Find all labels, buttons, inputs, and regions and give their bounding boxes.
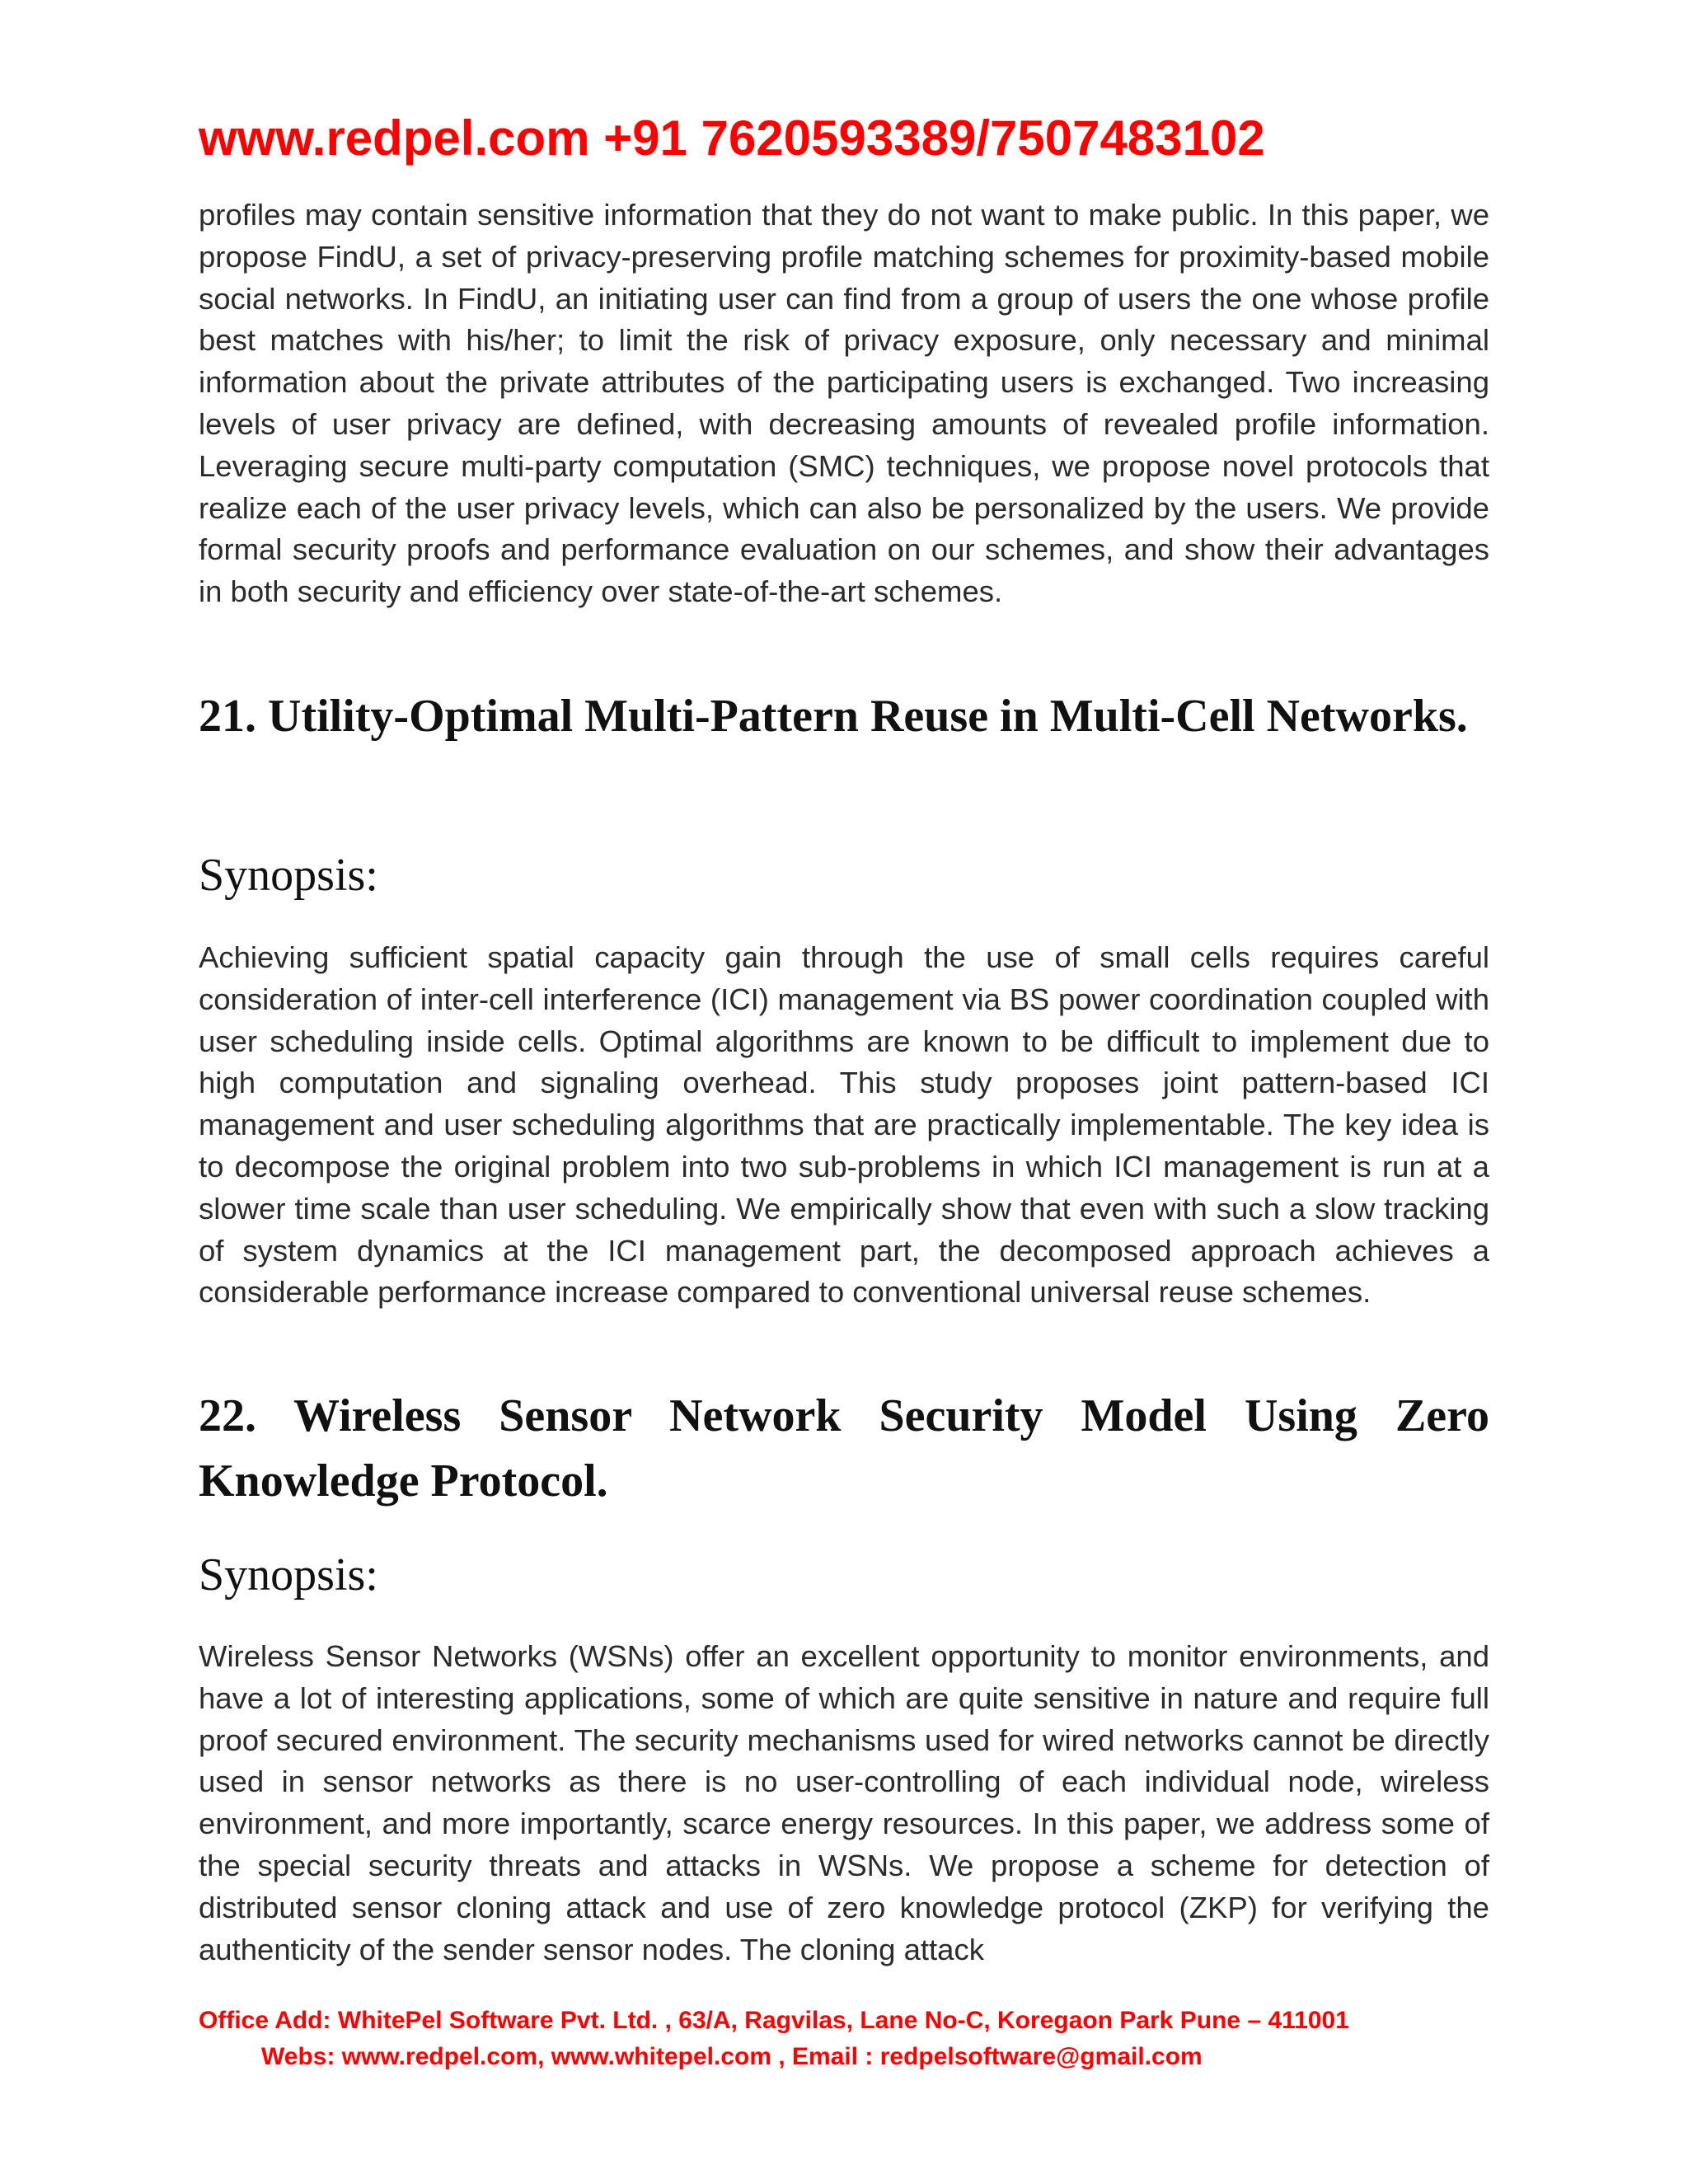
section-22-synopsis-wrap	[199, 1636, 1489, 1971]
section-21-synopsis-wrap	[199, 937, 1489, 1314]
synopsis-paragraph: Wireless Sensor Networks (WSNs) offer an excellent opportunity to monitor environments, and have a lot of interesting applications, some of which are quite sensitive in nature and require full proof secured environment. The security mechanisms used for wired networks cannot be directly used in sensor networks as there is no user-controlling of each individual node, wireless environment, and more importantly, scarce energy resources. In this paper, we address some of the special security threats and attacks in WSNs. We propose a scheme for detection of distributed sensor cloning attack and use of zero knowledge protocol (ZKP) for verifying the authenticity of the sender sensor nodes. The cloning attack	[199, 1639, 1489, 1966]
intro-paragraph: profiles may contain sensitive information that they do not want to make public. In this paper, we propose FindU, a set of privacy-preserving profile matching schemes for proximity-based mobile social networks. In FindU, an initiating user can find from a group of users the one whose profile best matches with his/her; to limit the risk of privacy exposure, only necessary and minimal information about the private attributes of the participating users is exchanged. Two increasing levels of user privacy are defined, with decreasing amounts of revealed profile information. Leveraging secure multi-party computation (SMC) techniques, we propose novel protocols that realize each of the user privacy levels, which can also be personalized by the users. We provide formal security proofs and performance evaluation on our schemes, and show their advantages in both security and efficiency over state-of-the-art schemes.	[199, 198, 1489, 609]
section-22-synopsis-label-wrap	[199, 1546, 1489, 1604]
synopsis-label: Synopsis:	[199, 850, 378, 901]
synopsis-label: Synopsis:	[199, 1549, 378, 1601]
section-title: 21. Utility-Optimal Multi-Pattern Reuse in Multi-Cell Networks.	[199, 691, 1468, 742]
section-21-synopsis-label-wrap	[199, 846, 1489, 904]
intro-block	[199, 194, 1489, 613]
section-21	[199, 684, 1489, 749]
synopsis-paragraph: Achieving sufficient spatial capacity gain through the use of small cells requires careful consideration of inter-cell interference (ICI) management via BS power coordination coupled with user scheduling inside cells. Optimal algorithms are known to be difficult to implement due to high computation and signaling overhead. This study proposes joint pattern-based ICI management and user scheduling algorithms that are practically implementable. The key idea is to decompose the original problem into two sub-problems in which ICI management is run at a slower time scale than user scheduling. We empirically show that even with such a slow tracking of system dynamics at the ICI management part, the decomposed approach achieves a considerable performance increase compared to conventional universal reuse schemes.	[199, 940, 1489, 1310]
footer-address: Office Add: WhitePel Software Pvt. Ltd. , 63/A, Ragvilas, Lane No-C, Koregaon Park Pune – 411001	[199, 2007, 1349, 2034]
section-22	[199, 1384, 1489, 1514]
footer	[199, 2003, 1517, 2075]
footer-webs: Webs: www.redpel.com, www.whitepel.com , Email : redpelsoftware@gmail.com	[261, 2043, 1203, 2070]
section-title: 22. Wireless Sensor Network Security Model Using Zero Knowledge Protocol.	[199, 1390, 1489, 1507]
header-contact: www.redpel.com +91 7620593389/7507483102	[199, 110, 1265, 166]
